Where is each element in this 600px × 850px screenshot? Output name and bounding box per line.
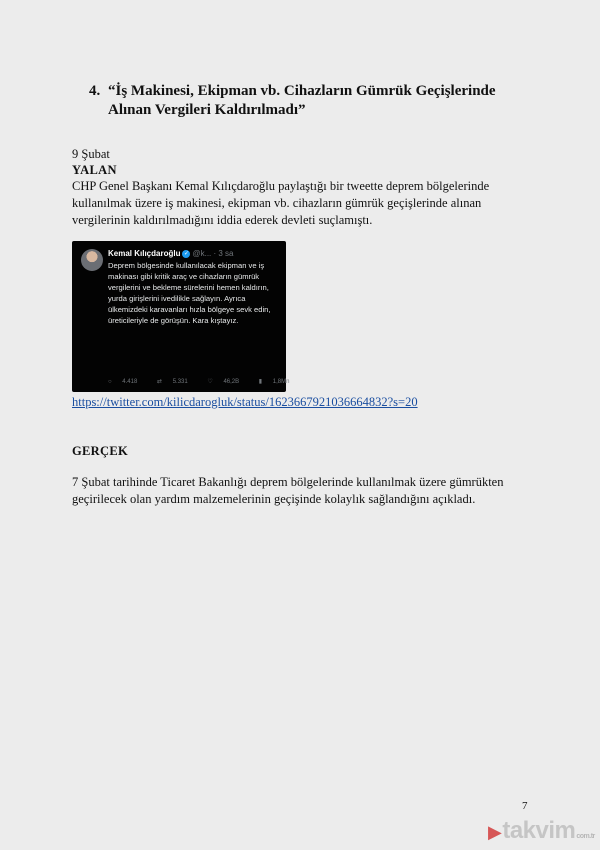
tweet-handle: @k...: [192, 249, 212, 258]
source-link[interactable]: https://twitter.com/kilicdarogluk/status/1623667921036664832?s=20: [72, 395, 418, 409]
tweet-body: Deprem bölgesinde kullanılacak ekipman ve iş makinası gibi kritik araç ve cihazların gümrük vergilerini ve bekleme sürelerini hemen kaldırın, yurda girişlerini ivedilikle sağlayın. Ayrıca ülkemizdeki karavanları hızla bölgeye sevk edin, üreticileriyle de görüşün. Kara kıştayız.: [108, 261, 271, 325]
avatar: [81, 249, 103, 271]
tweet-header: [108, 249, 234, 258]
watermark-brand: takvim: [502, 817, 576, 844]
fact-paragraph: 7 Şubat tarihinde Ticaret Bakanlığı deprem bölgelerinde kullanılmak üzere gümrükten geçirilecek olan yardım malzemelerinin geçişinde kolaylık sağlandığını açıkladı.: [72, 475, 504, 506]
views-icon: ▮: [258, 379, 263, 385]
claim-paragraph: CHP Genel Başkanı Kemal Kılıçdaroğlu paylaştığı bir tweette deprem bölgelerinde kullanılmak üzere iş makinesi, ekipman vb. cihazların gümrük geçişlerinde alınan vergilerinin kaldırılmadığını iddia ederek devleti suçlamıştı.: [72, 179, 490, 227]
retweet-count: ⇄ 5.331: [156, 379, 188, 385]
view-count: ▮ 1,8Mn: [258, 379, 290, 385]
section-title: “İş Makinesi, Ekipman vb. Cihazların Gümrük Geçişlerinde Alınan Vergileri Kaldırılmadı”: [108, 83, 496, 118]
tweet-author-name: Kemal Kılıçdaroğlu: [108, 249, 181, 258]
like-count: ♡ 46,2B: [207, 379, 240, 385]
logo-mark-icon: ▶: [488, 822, 502, 842]
reply-count: ○ 4.418: [108, 379, 138, 385]
claim-verdict-label: YALAN: [72, 163, 117, 177]
section-number: 4.: [89, 83, 101, 99]
claim-date: 9 Şubat: [72, 147, 110, 161]
page-number: 7: [522, 800, 528, 812]
tweet-screenshot: [72, 241, 290, 392]
verified-badge-icon: ✓: [183, 250, 189, 257]
retweet-icon: ⇄: [156, 379, 163, 385]
section-heading: [89, 82, 529, 120]
watermark-suffix: com.tr: [576, 833, 595, 840]
tweet-stats: [108, 378, 307, 385]
heart-icon: ♡: [207, 379, 213, 385]
tweet-time: · 3 sa: [213, 249, 234, 258]
fact-verdict-label: GERÇEK: [72, 444, 128, 458]
reply-icon: ○: [108, 379, 112, 385]
watermark-logo: [488, 818, 595, 844]
